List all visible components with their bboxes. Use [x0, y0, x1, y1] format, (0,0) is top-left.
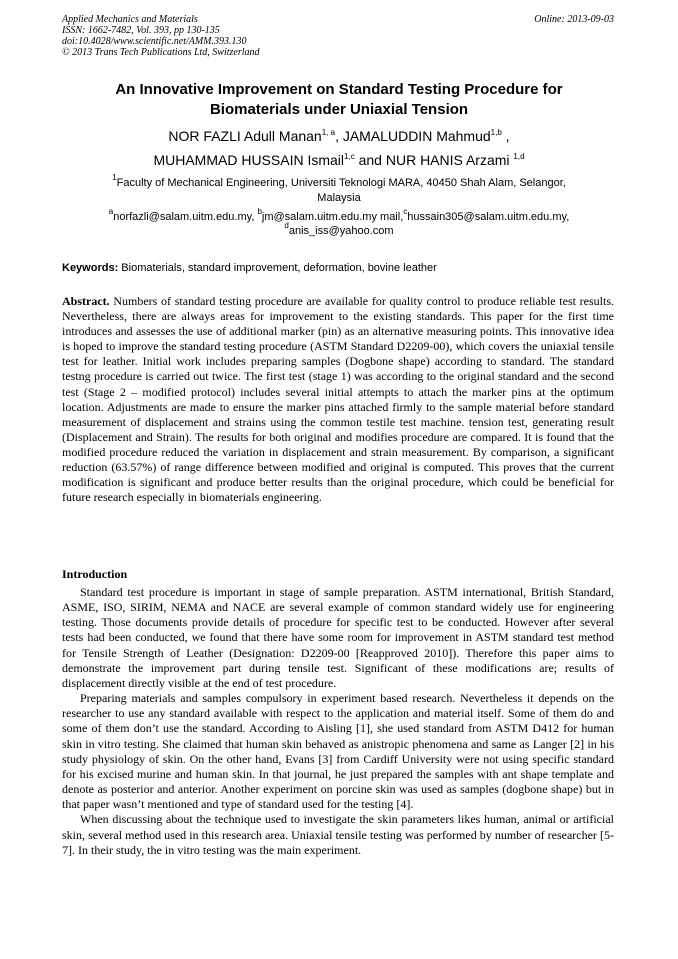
affiliation-line-1	[62, 173, 616, 191]
intro-paragraph-2: Preparing materials and samples compulsory in experiment based research. Nevertheless it depends on the researcher to use any standard available with respect to the application and material itself. Some of them do and some of them don’t use the standard. According to Aisling [1], she used standard from ASTM D412 for human skin in vitro testing. She claimed that human skin behaved as anistropic phenomena and same as Langer [2] in his study physiology of skin. On the other hand, Evans [3] from Cardiff University were not using specific standard for his excised murine and human skin. In that journal, he just prepared the samples with ant shape template and denote as posterior and anterior. Another experiment on porcine skin was used as samples (dogbone shape) but in that paper wasn’t mentioned and type of standard used for the testing [4].	[62, 691, 614, 812]
online-date: Online: 2013-09-03	[534, 14, 614, 25]
introduction-heading: Introduction	[62, 567, 128, 581]
author-4: NUR HANIS Arzami	[385, 152, 514, 168]
author-1: NOR FAZLI Adull Manan	[168, 128, 322, 144]
introduction-body	[62, 585, 614, 858]
author-sep-3: and	[354, 152, 386, 168]
title-line-1: An Innovative Improvement on Standard Testing Procedure for	[115, 81, 563, 98]
author-emails	[62, 207, 616, 238]
email-b-sup: b	[257, 207, 262, 216]
intro-paragraph-3: When discussing about the technique used to investigate the skin parameters likes human, animal or artificial skin, several method used in this research area. Uniaxial tensile testing was performed by number of researcher [5-7]. In their study, the in vitro testing was the main experiment.	[62, 812, 614, 857]
email-line-2	[62, 221, 616, 238]
affiliation-line-2: Malaysia	[317, 192, 361, 204]
author-line-2	[62, 148, 616, 172]
journal-meta	[62, 14, 260, 58]
abstract-label: Abstract.	[62, 294, 110, 308]
author-2-sup: 1,b	[490, 128, 502, 137]
email-a-sup: a	[108, 207, 114, 216]
abstract	[62, 294, 614, 505]
journal-issn: ISSN: 1662-7482, Vol. 393, pp 130-135	[62, 25, 220, 36]
author-sep-2: ,	[501, 128, 510, 144]
author-2: JAMALUDDIN Mahmud	[342, 128, 491, 144]
affiliation-text: Faculty of Mechanical Engineering, Universiti Teknologi MARA, 40450 Shah Alam, Selangor,	[116, 177, 566, 189]
journal-copyright: © 2013 Trans Tech Publications Ltd, Switzerland	[62, 47, 260, 58]
author-3: MUHAMMAD HUSSAIN Ismail	[153, 152, 345, 168]
affiliation-sup: 1	[112, 173, 117, 182]
email-d-sup: d	[284, 221, 289, 230]
affiliation	[62, 173, 616, 206]
email-d: anis_iss@yahoo.com	[288, 225, 394, 237]
email-c-sup: c	[403, 207, 408, 216]
journal-name: Applied Mechanics and Materials	[62, 14, 198, 25]
email-a: norfazli@salam.uitm.edu.my,	[113, 211, 258, 223]
author-1-sup: 1, a	[321, 128, 336, 137]
author-4-sup: 1,d	[513, 152, 525, 161]
intro-paragraph-1: Standard test procedure is important in stage of sample preparation. ASTM international, British Standard, ASME, ISO, SIRIM, NEMA and NACE are several example of common standard widely use for engineering testing. Those documents provide details of procedure for specific test to be conducted. However after several tests had been conducted, we found that there have some room for improvement in ASTM standard test method for Tensile Strength of Leather (Designation: D2209-00 [Reapproved 2010]). Therefore this paper aims to demonstrate the improvement part during tensile test. Significant of these modifications are; results of displacement directly visible at the end of test procedure.	[62, 585, 614, 690]
keywords	[62, 261, 616, 275]
author-line-1	[62, 124, 616, 148]
author-sep-1: ,	[335, 128, 343, 144]
author-list	[62, 124, 616, 172]
email-c: hussain305@salam.uitm.edu.my,	[407, 211, 570, 223]
abstract-text: Numbers of standard testing procedure are available for quality control to produce reliable test results. Nevertheless, there are always areas for improvement to the existing standards. This paper for the first time introduces and assesses the use of additional marker (pin) as an alternative measuring points. This innovative idea is hoped to improve the standard testing procedure (ASTM Standard D2209-00), which covers the uniaxial tensile test for leather. Initial work includes preparing samples (Dogbone shape) according to standard. The standard testng procedure is carried out twice. The first test (stage 1) was according to the original standard and the second test (Stage 2 – modified protocol) includes several initial attempts to attach the marker pins at the optimum location. Adjustments are made to ensure the marker pins attached firmly to the sample material before standard measurement of displacement and strains using the common testile test machine. tension test, generating result (Displacement and Strain). The results for both original and modifies procedure are compared. It is found that the modified procedure reduced the variation in displacement and strain measurement. By comparison, a significant reduction (63.57%) of range difference between modified and original is computed. This proves that the current modification is significant and produce better results than the original procedure, which could be beneficial for future research especially in biomaterials engineering.	[62, 294, 614, 505]
paper-title	[62, 80, 616, 120]
journal-doi: doi:10.4028/www.scientific.net/AMM.393.130	[62, 36, 247, 47]
email-line-1	[62, 207, 616, 224]
keywords-text: Biomaterials, standard improvement, deformation, bovine leather	[118, 262, 437, 274]
email-b: jm@salam.uitm.edu.my mail,	[261, 211, 404, 223]
author-3-sup: 1,c	[344, 152, 355, 161]
keywords-label: Keywords:	[62, 262, 119, 274]
title-line-2: Biomaterials under Uniaxial Tension	[209, 101, 469, 118]
